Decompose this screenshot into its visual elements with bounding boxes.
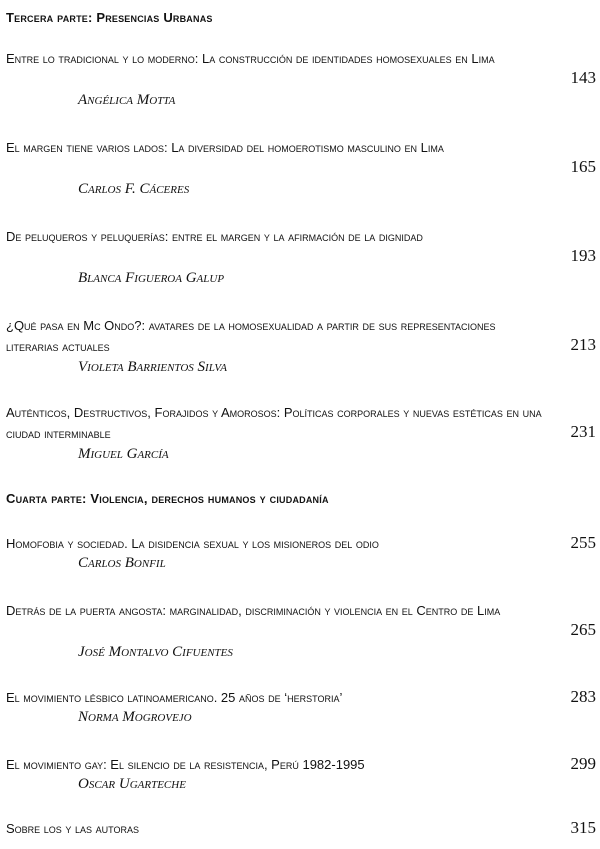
entry-title: Sobre los y las autoras — [6, 821, 139, 836]
entry-author: José Montalvo Cifuentes — [78, 644, 233, 660]
entry-author: Carlos Bonfil — [78, 555, 166, 571]
entry-author: Blanca Figueroa Galup — [78, 270, 225, 286]
entry-title: Detrás de la puerta angosta: marginalidad, discriminación y violencia en el Centro de Lima — [6, 603, 501, 618]
entry-page-number: 143 — [570, 68, 596, 87]
entry-title: El movimiento gay: El silencio de la resistencia, Perú 1982-1995 — [6, 757, 365, 772]
entry-author: Carlos F. Cáceres — [78, 181, 190, 197]
entry-page-number: 193 — [570, 246, 596, 265]
entry-page-number: 265 — [570, 620, 596, 639]
entry-title: De peluqueros y peluquerías: entre el margen y la afirmación de la dignidad — [6, 229, 423, 244]
entry-author: Oscar Ugarteche — [78, 776, 186, 792]
entry-title: Homofobia y sociedad. La disidencia sexual y los misioneros del odio — [6, 536, 379, 551]
entry-author: Angélica Motta — [78, 92, 176, 108]
entry-page-number: 255 — [570, 533, 596, 552]
entry-title: Entre lo tradicional y lo moderno: La construcción de identidades homosexuales en Lima — [6, 51, 495, 66]
entry-title: El margen tiene varios lados: La diversidad del homoerotismo masculino en Lima — [6, 140, 444, 155]
entry-title: Auténticos, Destructivos, Forajidos y Amorosos: Políticas corporales y nuevas estéticas en una ciudad interminable — [6, 405, 542, 441]
entry-title: ¿Qué pasa en Mc Ondo?: avatares de la homosexualidad a partir de sus representaciones literarias actuales — [6, 318, 496, 354]
entry-page-number: 299 — [570, 754, 596, 773]
entry-page-number: 315 — [570, 818, 596, 837]
entry-author: Violeta Barrientos Silva — [78, 359, 228, 375]
entry-title: El movimiento lésbico latinoamericano. 25 años de ‘herstoria’ — [6, 690, 343, 705]
entry-page-number: 213 — [570, 335, 596, 354]
entry-author: Miguel García — [78, 446, 169, 462]
part-heading-tercera: Tercera parte: Presencias Urbanas — [6, 10, 213, 25]
entry-page-number: 231 — [570, 422, 596, 441]
part-heading-cuarta: Cuarta parte: Violencia, derechos humanos y ciudadanía — [6, 491, 329, 506]
entry-page-number: 165 — [570, 157, 596, 176]
entry-page-number: 283 — [570, 687, 596, 706]
entry-author: Norma Mogrovejo — [78, 709, 192, 725]
